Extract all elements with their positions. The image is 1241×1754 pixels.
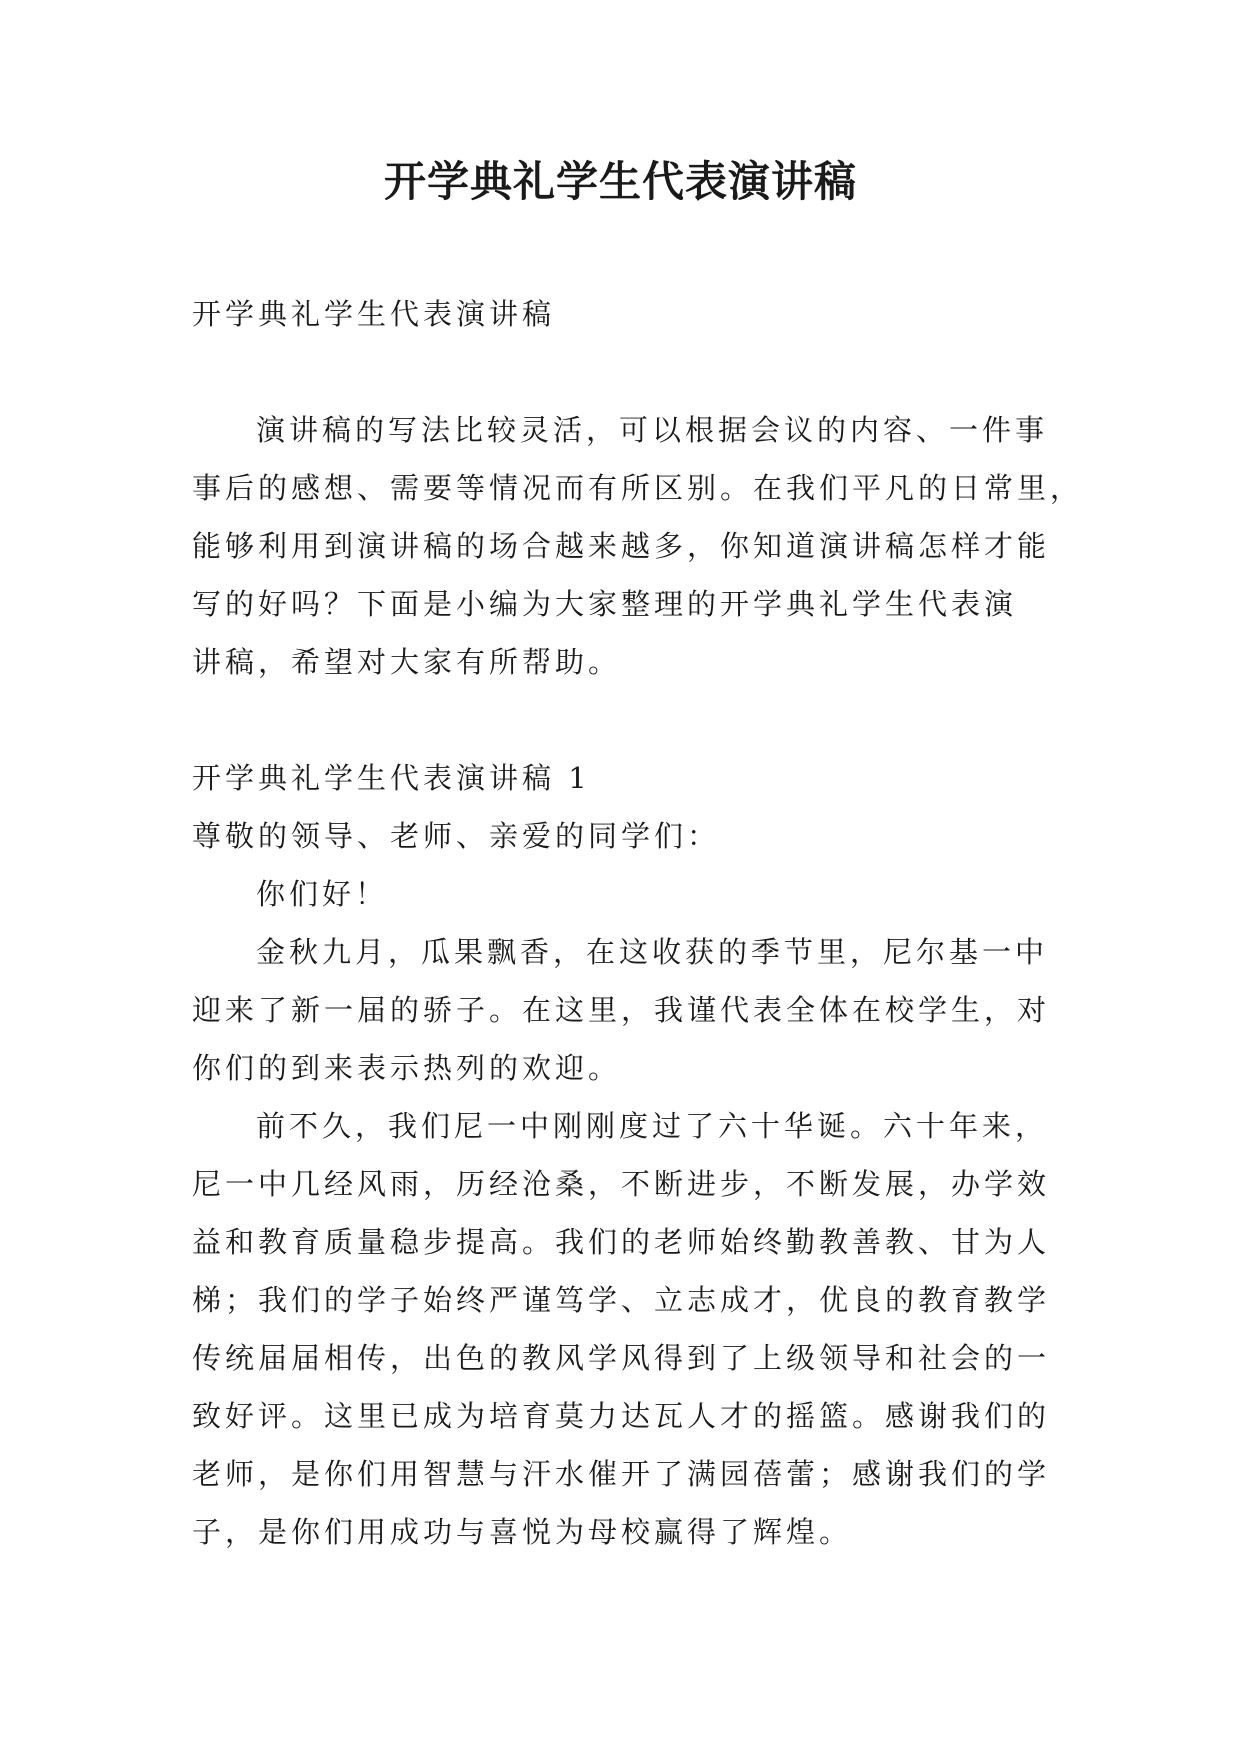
intro-line: 演讲稿的写法比较灵活，可以根据会议的内容、一件事: [256, 413, 1049, 447]
paragraph-line: 子，是你们用成功与喜悦为母校赢得了辉煌。: [192, 1515, 853, 1549]
paragraph-line: 梯；我们的学子始终严谨笃学、立志成才，优良的教育教学: [192, 1283, 1051, 1317]
intro-line: 能够利用到演讲稿的场合越来越多，你知道演讲稿怎样才能: [192, 529, 1051, 563]
paragraph-line: 传统届届相传，出色的教风学风得到了上级领导和社会的一: [192, 1341, 1051, 1375]
paragraph-line: 迎来了新一届的骄子。在这里，我谨代表全体在校学生，对: [192, 993, 1051, 1027]
intro-line: 事后的感想、需要等情况而有所区别。在我们平凡的日常里，: [192, 471, 1084, 505]
document-title: 开学典礼学生代表演讲稿: [383, 157, 857, 206]
paragraph-line: 尼一中几经风雨，历经沧桑，不断进步，不断发展，办学效: [192, 1167, 1051, 1201]
section-heading: 开学典礼学生代表演讲稿 1: [192, 761, 591, 795]
intro-line: 讲稿，希望对大家有所帮助。: [192, 645, 622, 679]
salutation: 尊敬的领导、老师、亲爱的同学们：: [192, 819, 721, 853]
paragraph-line: 金秋九月，瓜果飘香，在这收获的季节里，尼尔基一中: [256, 935, 1049, 969]
intro-paragraph: [192, 401, 1084, 691]
paragraph-line: 前不久，我们尼一中刚刚度过了六十华诞。六十年来，: [256, 1109, 1049, 1143]
paragraph-2: [192, 1097, 1052, 1561]
blank-line: [192, 691, 1052, 749]
paragraph-line: 益和教育质量稳步提高。我们的老师始终勤教善教、甘为人: [192, 1225, 1051, 1259]
paragraph-line: 你们的到来表示热列的欢迎。: [192, 1051, 622, 1085]
paragraph-line: 致好评。这里已成为培育莫力达瓦人才的摇篮。感谢我们的: [192, 1399, 1051, 1433]
document-body: [192, 285, 1084, 1561]
document-subtitle: 开学典礼学生代表演讲稿: [192, 297, 556, 331]
blank-line: [192, 343, 1052, 401]
intro-line: 写的好吗？下面是小编为大家整理的开学典礼学生代表演: [192, 587, 1018, 621]
paragraph-1: [192, 923, 1052, 1097]
greeting: 你们好！: [256, 877, 389, 911]
paragraph-line: 老师，是你们用智慧与汗水催开了满园蓓蕾；感谢我们的学: [192, 1457, 1051, 1491]
